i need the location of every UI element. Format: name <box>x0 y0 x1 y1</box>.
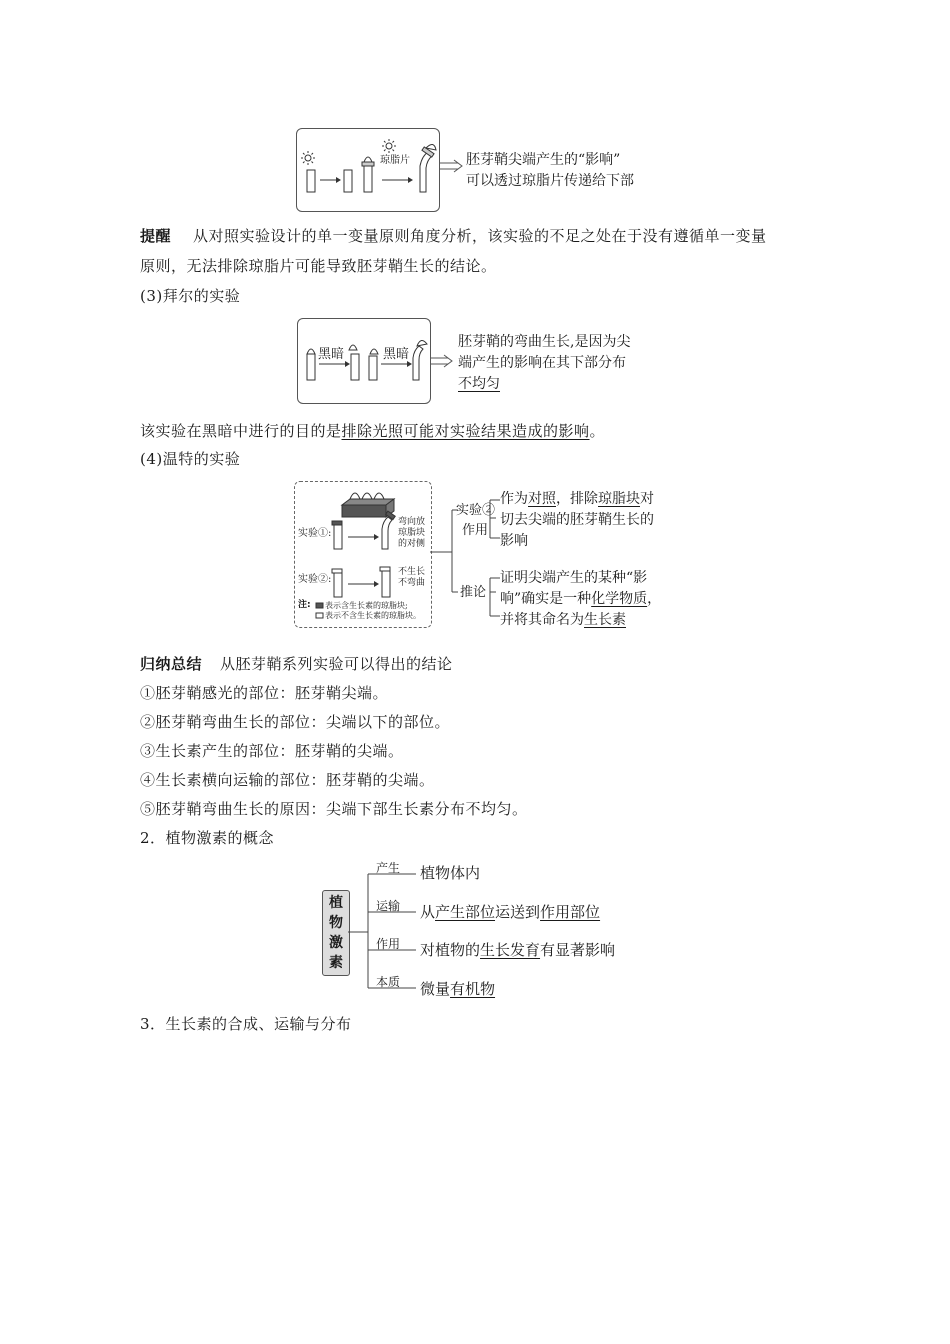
dark-purpose-suffix: 。 <box>589 422 606 440</box>
infer-text-3: 并将其命名为生长素 <box>500 612 626 628</box>
summary-item-4: ④生长素横向运输的部位：胚芽鞘的尖端。 <box>140 771 435 789</box>
paal-diagram-drawing <box>297 318 429 402</box>
agar-label: 琼脂片 <box>380 155 410 166</box>
dark-label-2: 黑暗 <box>383 347 410 362</box>
summary-item-5: ⑤胚芽鞘弯曲生长的原因：尖端下部生长素分布不均匀。 <box>140 800 528 818</box>
agar-diagram-drawing <box>296 128 438 210</box>
fig2-conclusion-line1: 胚芽鞘的弯曲生长,是因为尖 <box>458 334 631 350</box>
dark-purpose-line <box>140 421 605 441</box>
fig1-conclusion-line1: 胚芽鞘尖端产生的“影响” <box>466 152 621 168</box>
sun-icon <box>301 151 315 165</box>
dark-label-1: 黑暗 <box>318 347 345 362</box>
branch-label-transport: 运输 <box>376 899 401 913</box>
role-text-3: 影响 <box>500 533 528 549</box>
branch-label-produce: 产生 <box>376 861 401 875</box>
coleoptile-stub <box>344 170 352 192</box>
branch-label-nature: 本质 <box>376 975 401 989</box>
fig2-conclusion-line3: 不均匀 <box>458 376 500 392</box>
exp2-label: 实验②: <box>298 574 332 585</box>
summary-title: 从胚芽鞘系列实验可以得出的结论 <box>220 655 453 673</box>
exp1-label: 实验①: <box>298 528 332 539</box>
section-3-heading: 3．生长素的合成、运输与分布 <box>140 1015 352 1033</box>
role-text-2: 切去尖端的胚芽鞘生长的 <box>500 512 654 528</box>
role-title-2: 作用 <box>462 523 489 538</box>
branch-text-nature: 微量有机物 <box>420 980 496 998</box>
section-3-title: (3)拜尔的实验 <box>140 287 241 305</box>
coleoptile-cut <box>307 170 315 192</box>
branch-label-function: 作用 <box>376 937 401 951</box>
summary-label: 归纳总结 <box>140 655 203 673</box>
note-label: 注: <box>298 600 311 610</box>
note-line-2: 表示不含生长素的琼脂块。 <box>325 611 421 620</box>
tip-line-1 <box>140 226 767 246</box>
role-title-1: 实验② <box>456 503 496 518</box>
dark-purpose-prefix: 该实验在黑暗中进行的目的是 <box>140 422 342 440</box>
exp1-result-1: 弯向放 <box>398 517 426 527</box>
exp1-result-3: 的对侧 <box>398 539 426 549</box>
fig1-conclusion-line2: 可以透过琼脂片传递给下部 <box>466 173 634 189</box>
tip-line-2: 原则，无法排除琼脂片可能导致胚芽鞘生长的结论。 <box>140 257 497 275</box>
double-arrow-icon <box>440 160 464 172</box>
infer-text-1: 证明尖端产生的某种“影 <box>500 570 648 586</box>
infer-text-2: 响”确实是一种化学物质， <box>500 591 662 607</box>
exp1-result-2: 琼脂块 <box>398 528 426 538</box>
role-text-1: 作为对照，排除琼脂块对 <box>500 491 654 507</box>
tip-label: 提醒 <box>140 227 172 245</box>
branch-text-produce: 植物体内 <box>420 864 481 882</box>
summary-item-2: ②胚芽鞘弯曲生长的部位：尖端以下的部位。 <box>140 713 451 731</box>
fig2-conclusion-line2: 端产生的影响在其下部分布 <box>458 355 626 371</box>
note-line-1: 表示含生长素的琼脂块; <box>325 601 408 610</box>
exp2-result-1: 不生长 <box>398 567 426 577</box>
double-arrow-icon <box>430 355 454 367</box>
concept-center-box: 植 物 激 素 <box>322 890 350 976</box>
summary-item-3: ③生长素产生的部位：胚芽鞘的尖端。 <box>140 742 404 760</box>
sun-icon <box>382 139 396 153</box>
section-2-title: 2．植物激素的概念 <box>140 829 275 847</box>
branch-text-transport: 从产生部位运送到作用部位 <box>420 903 601 921</box>
infer-title: 推论 <box>460 585 487 600</box>
exp2-result-2: 不弯曲 <box>398 578 426 588</box>
summary-heading <box>140 654 453 674</box>
summary-item-1: ①胚芽鞘感光的部位：胚芽鞘尖端。 <box>140 684 389 702</box>
section-4-title: (4)温特的实验 <box>140 450 241 468</box>
tip-text-1: 从对照实验设计的单一变量原则角度分析，该实验的不足之处在于没有遵循单一变量 <box>193 227 767 245</box>
branch-text-function: 对植物的生长发育有显著影响 <box>420 941 616 959</box>
dark-purpose-answer: 排除光照可能对实验结果造成的影响 <box>341 422 590 440</box>
